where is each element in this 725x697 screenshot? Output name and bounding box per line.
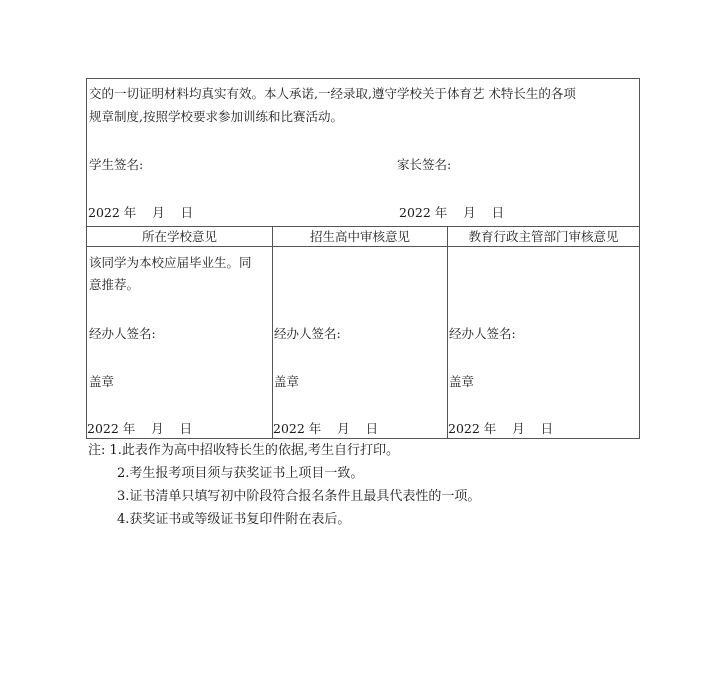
parent-signature-label: 家长签名: bbox=[397, 157, 452, 172]
table-bottom-border bbox=[86, 438, 640, 439]
table-left-border bbox=[86, 78, 87, 439]
bureau-date: 2022 年 月 日 bbox=[448, 421, 554, 436]
school-date: 2022 年 月 日 bbox=[87, 421, 193, 436]
note-2: 2.考生报考项目须与获奖证书上项目一致。 bbox=[117, 466, 364, 481]
bureau-seal-label: 盖章 bbox=[449, 374, 475, 389]
student-signature-label: 学生签名: bbox=[89, 157, 144, 172]
student-signature-date: 2022 年 月 日 bbox=[88, 205, 194, 220]
header-divider bbox=[86, 246, 640, 247]
high-school-seal-label: 盖章 bbox=[274, 374, 300, 389]
header-education-bureau-review: 教育行政主管部门审核意见 bbox=[468, 229, 619, 244]
bureau-handler-label: 经办人签名: bbox=[449, 326, 516, 341]
table-top-border bbox=[86, 78, 640, 79]
header-high-school-review: 招生高中审核意见 bbox=[309, 229, 410, 244]
header-school-opinion: 所在学校意见 bbox=[141, 229, 217, 244]
commitment-text-line2: 规章制度,按照学校要求参加训练和比赛活动。 bbox=[89, 109, 343, 124]
school-opinion-line1: 该同学为本校应届毕业生。同 bbox=[89, 255, 252, 270]
note-3: 3.证书清单只填写初中阶段符合报名条件且最具代表性的一项。 bbox=[117, 489, 481, 504]
table-right-border bbox=[639, 78, 640, 439]
note-4: 4.获奖证书或等级证书复印件附在表后。 bbox=[117, 512, 351, 527]
school-handler-label: 经办人签名: bbox=[89, 326, 156, 341]
school-opinion-line2: 意推荐。 bbox=[89, 277, 140, 292]
note-1: 注: 1.此表作为高中招收特长生的依据,考生自行打印。 bbox=[88, 443, 400, 458]
high-school-date: 2022 年 月 日 bbox=[273, 421, 379, 436]
parent-signature-date: 2022 年 月 日 bbox=[399, 205, 505, 220]
section-divider bbox=[86, 226, 640, 227]
school-seal-label: 盖章 bbox=[89, 374, 115, 389]
column-divider-1 bbox=[272, 226, 273, 439]
high-school-handler-label: 经办人签名: bbox=[274, 326, 341, 341]
column-divider-2 bbox=[447, 226, 448, 439]
commitment-text-line1: 交的一切证明材料均真实有效。本人承诺,一经录取,遵守学校关于体育艺 术特长生的各项 bbox=[89, 86, 576, 101]
